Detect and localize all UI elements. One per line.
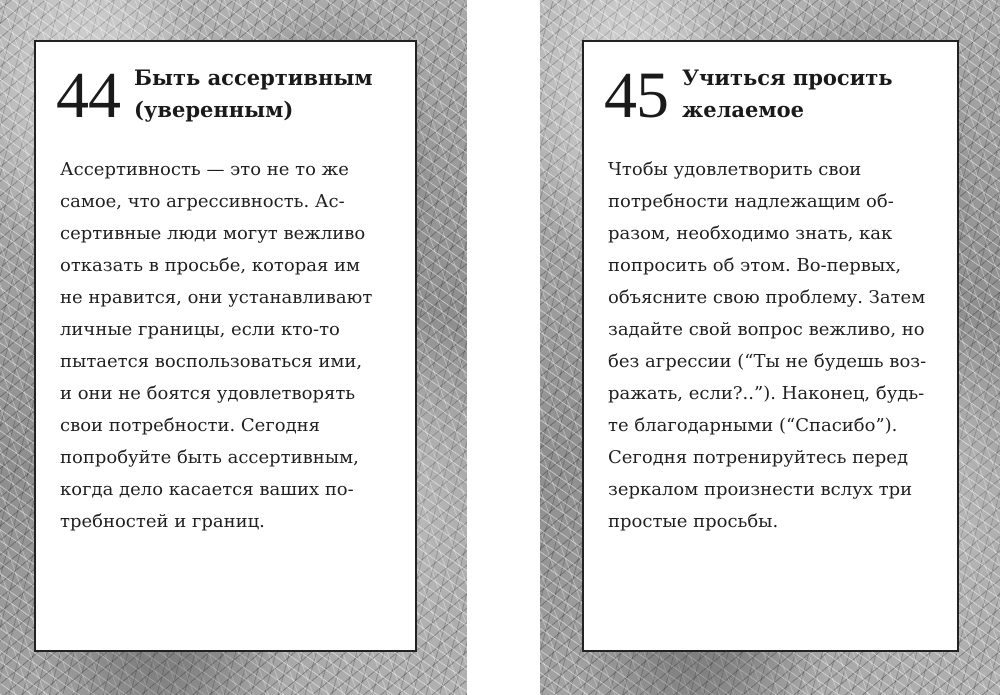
card-body-text	[608, 154, 947, 538]
card-number: 45	[604, 59, 668, 132]
body-line: объясните свою проблему. Затем	[608, 287, 926, 308]
card-panel	[582, 40, 959, 652]
body-line: и они не боятся удовлетворять	[60, 383, 356, 404]
body-line: Чтобы удовлетворить свои	[608, 159, 862, 180]
body-line: потребности надлежащим об-	[608, 191, 894, 212]
body-line: зеркалом произнести вслух три	[608, 479, 913, 500]
card-title-line: (уверенным)	[134, 97, 294, 122]
card-panel	[34, 40, 417, 652]
body-line: требностей и границ.	[60, 511, 265, 532]
body-line: свои потребности. Сегодня	[60, 415, 321, 436]
body-line: без агрессии (“Ты не будешь воз-	[608, 351, 927, 372]
body-line: личные границы, если кто-то	[60, 319, 340, 340]
card-number: 44	[56, 59, 120, 132]
body-line: Сегодня потренируйтесь перед	[608, 447, 909, 468]
card-title-line: Учиться просить	[682, 65, 893, 90]
body-line: задайте свой вопрос вежливо, но	[608, 319, 925, 340]
card-title-line: желаемое	[682, 97, 804, 122]
card-header	[56, 59, 403, 138]
card-title	[134, 62, 373, 126]
body-line: простые просьбы.	[608, 511, 779, 532]
body-line: самое, что агрессивность. Ас-	[60, 191, 345, 212]
body-line: когда дело касается ваших по-	[60, 479, 354, 500]
body-line: те благодарными (“Спасибо”).	[608, 415, 898, 436]
card-44	[0, 0, 467, 695]
body-line: Ассертивность — это не то же	[60, 159, 349, 180]
body-line: ражать, если?..”). Наконец, будь-	[608, 383, 925, 404]
body-line: попросить об этом. Во-первых,	[608, 255, 902, 276]
body-line: попробуйте быть ассертивным,	[60, 447, 359, 468]
card-header	[604, 59, 945, 138]
card-body-text	[60, 154, 405, 538]
body-line: разом, необходимо знать, как	[608, 223, 893, 244]
body-line: сертивные люди могут вежливо	[60, 223, 366, 244]
body-line: не нравится, они устанавливают	[60, 287, 373, 308]
card-title	[682, 62, 893, 126]
card-45	[540, 0, 1000, 695]
body-line: пытается воспользоваться ими,	[60, 351, 363, 372]
card-title-line: Быть ассертивным	[134, 65, 373, 90]
body-line: отказать в просьбе, которая им	[60, 255, 361, 276]
